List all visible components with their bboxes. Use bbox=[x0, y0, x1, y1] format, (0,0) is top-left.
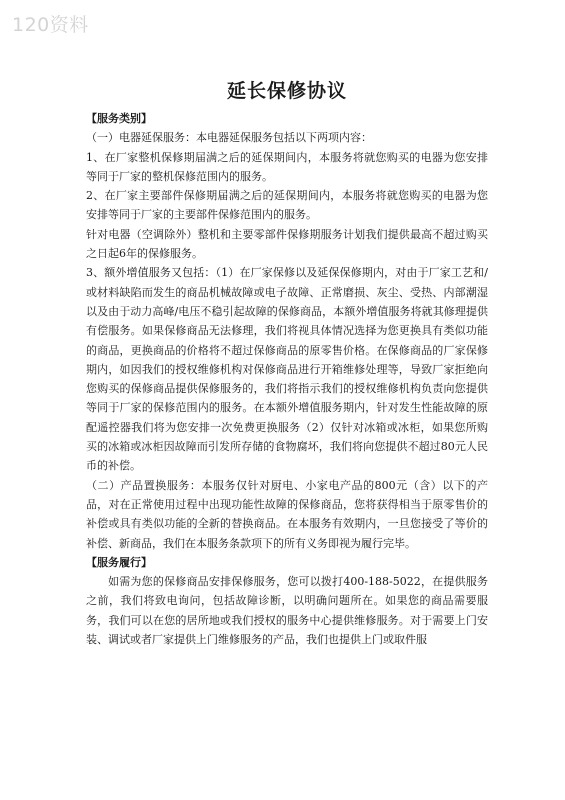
section-heading-fulfillment: 【服务履行】 bbox=[86, 555, 152, 569]
paragraph: （一）电器延保服务：本电器延保服务包括以下两项内容： bbox=[86, 131, 372, 145]
document-body bbox=[86, 76, 488, 649]
watermark-logo: 120资料 bbox=[12, 14, 89, 36]
section-heading-service-type: 【服务类别】 bbox=[86, 112, 152, 125]
paragraph: 1、在厂家整机保修期届满之后的延保期间内，本服务将就您购买的电器为您安排等同于厂家的整机保修范围内的服务。 bbox=[86, 150, 488, 183]
paragraph: 3、额外增值服务又包括：（1）在厂家保修以及延保保修期内，对由于厂家工艺和/或材料缺陷而发生的商品机械故障或电子故障、正常磨损、灰尘、受热、内部潮湿以及由于动力高峰/电压不稳引起故障的保修商品，本额外增值服务将就其修理提供有偿服务。如果保修商品无法修理，我们将视具体情况选择为您更换具有类似功能的商品，更换商品的价格将不超过保修商品的原零售价格。在保修商品的厂家保修期内，如因我们的授权维修机构对保修商品进行开箱维修处理等，导致厂家拒绝向您购买的保修商品提供保修服务的，我们将指示我们的授权维修机构负责向您提供等同于厂家的保修范围内的服务。在本额外增值服务期内，针对发生性能故障的原配遥控器我们将为您安排一次免费更换服务（2）仅针对冰箱或冰柜，如果您所购买的冰箱或冰柜因故障而引发所存储的食物腐坏，我们将向您提供不超过80元人民币的补偿。 bbox=[86, 266, 488, 473]
paragraph: 2、在厂家主要部件保修期届满之后的延保期间内，本服务将就您购买的电器为您安排等同于厂家的主要部件保修范围内的服务。 bbox=[86, 189, 488, 222]
paragraph: 如需为您的保修商品安排保修服务，您可以拨打400-188-5022，在提供服务之前，我们将致电询问，包括故障诊断，以明确问题所在。如果您的商品需要服务，我们可以在您的居所地或我们授权的服务中心提供维修服务。对于需要上门安装、调试或者厂家提供上门维修服务的产品，我们也提供上门或取件服 bbox=[86, 575, 488, 647]
paragraph: （二）产品置换服务：本服务仅针对厨电、小家电产品的800元（含）以下的产品，对在正常使用过程中出现功能性故障的保修商品，您将获得相当于原零售价的补偿或具有类似功能的全新的替换商品。在本服务有效期内，一旦您接受了等价的补偿、新商品，我们在本服务条款项下的所有义务即视为履行完毕。 bbox=[86, 478, 488, 550]
document-title: 延长保修协议 bbox=[226, 80, 347, 102]
paragraph: 针对电器（空调除外）整机和主要零部件保修期服务计划我们提供最高不超过购买之日起6年的保修服务。 bbox=[86, 227, 488, 261]
